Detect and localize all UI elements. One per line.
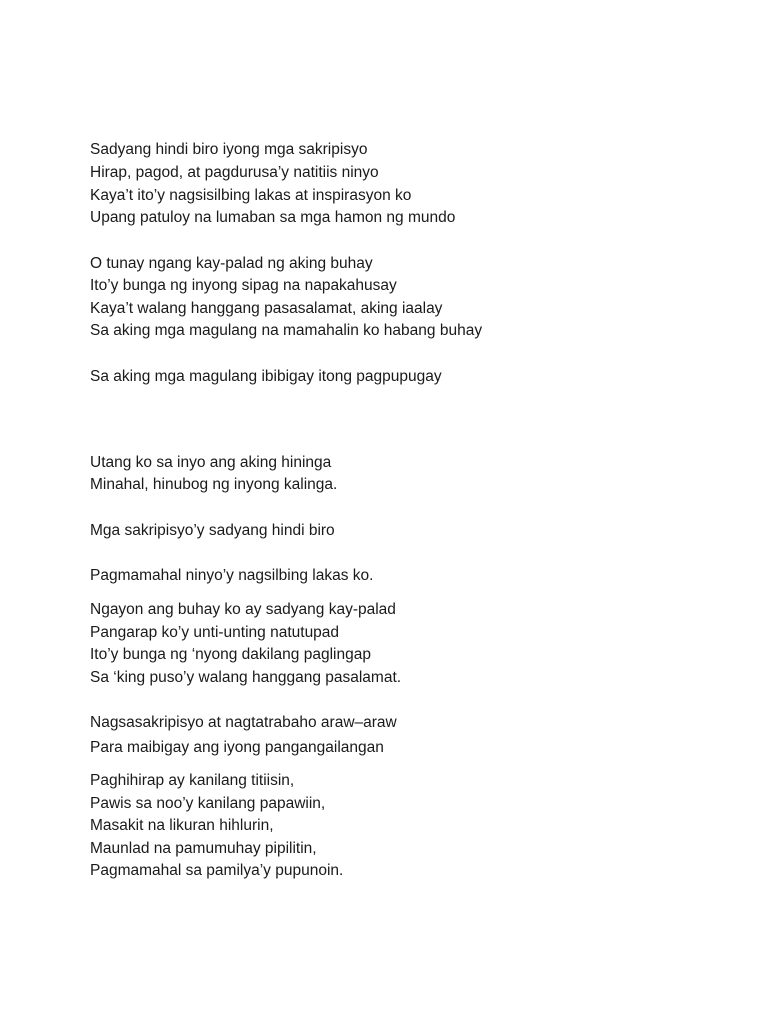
poem-line: Sa ‘king puso’y walang hanggang pasalamat. xyxy=(90,669,402,686)
poem-line: Masakit na likuran hihlurin, xyxy=(90,817,274,834)
poem-line: Pagmamahal sa pamilya’y pupunoin. xyxy=(90,862,344,879)
poem-line: Pangarap ko’y unti-unting natutupad xyxy=(90,624,340,641)
poem-line: Sadyang hindi biro iyong mga sakripisyo xyxy=(90,141,368,158)
poem-line: Ito’y bunga ng ‘nyong dakilang paglingap xyxy=(90,646,371,663)
poem-line: Paghihirap ay kanilang titiisin, xyxy=(90,772,295,789)
poem-line: Minahal, hinubog ng inyong kalinga. xyxy=(90,476,338,493)
poem-line: Para maibigay ang iyong pangangailangan xyxy=(90,739,384,756)
poem-line: Nagsasakripisyo at nagtatrabaho araw–araw xyxy=(90,714,397,731)
poem-line: Sa aking mga magulang ibibigay itong pagpupugay xyxy=(90,368,442,385)
poem-line: Ito’y bunga ng inyong sipag na napakahusay xyxy=(90,277,397,294)
poem-line: Pagmamahal ninyo’y nagsilbing lakas ko. xyxy=(90,567,374,584)
poem-line: Hirap, pagod, at pagdurusa’y natitiis ninyo xyxy=(90,164,379,181)
poem-line: Pawis sa noo’y kanilang papawiin, xyxy=(90,795,326,812)
poem-line: O tunay ngang kay-palad ng aking buhay xyxy=(90,255,373,272)
poem-line: Utang ko sa inyo ang aking hininga xyxy=(90,454,332,471)
poem-line: Kaya’t ito’y nagsisilbing lakas at inspirasyon ko xyxy=(90,187,412,204)
poem-line: Upang patuloy na lumaban sa mga hamon ng mundo xyxy=(90,209,456,226)
poem-line: Mga sakripisyo’y sadyang hindi biro xyxy=(90,522,335,539)
poem-line: Sa aking mga magulang na mamahalin ko habang buhay xyxy=(90,322,483,339)
poem-line: Maunlad na pamumuhay pipilitin, xyxy=(90,840,317,857)
poem-line: Kaya’t walang hanggang pasasalamat, aking iaalay xyxy=(90,300,443,317)
poem-line: Ngayon ang buhay ko ay sadyang kay-palad xyxy=(90,601,396,618)
